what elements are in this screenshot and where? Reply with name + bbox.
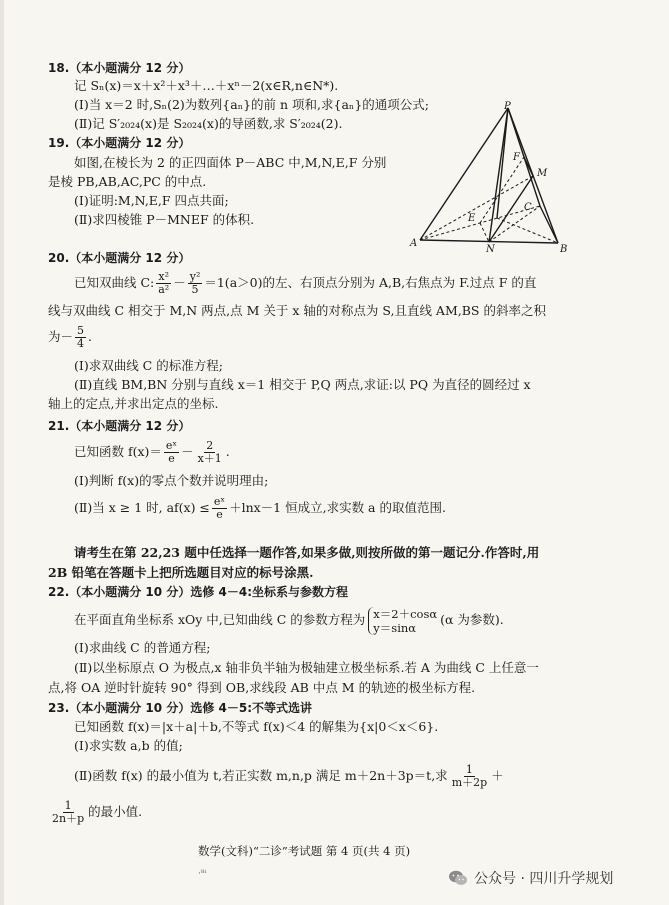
q20-stem-line3 — [48, 322, 92, 352]
q19-stem-line1: 如图,在棱长为 2 的正四面体 P－ABC 中,M,N,E,F 分别 — [74, 155, 387, 170]
q21-text-d: ＋lnx－1 恒成立,求实数 a 的取值范围. — [229, 500, 446, 515]
q20-frac-x2a2 — [156, 271, 171, 296]
q20-frac3-top: 5 — [77, 324, 85, 337]
q21-frac3-top: eˣ — [213, 495, 226, 508]
q23-text-a: (Ⅱ)函数 f(x) 的最小值为 t,若正实数 m,n,p 满足 m＋2n＋3p＝t,求 — [74, 768, 448, 783]
q19-part2: (Ⅱ)求四棱锥 P－MNEF 的体积. — [74, 212, 255, 227]
q21-part1: (Ⅰ)判断 f(x)的零点个数并说明理由; — [74, 473, 269, 488]
q23-part2 — [74, 759, 504, 793]
q19-part1: (Ⅰ)证明:M,N,E,F 四点共面; — [74, 193, 229, 208]
q21-minus: － — [181, 444, 194, 459]
label-M: M — [537, 168, 548, 179]
q21-text-b: . — [225, 444, 230, 459]
q20-heading: 20.（本小题满分 12 分） — [48, 251, 191, 265]
page-footer: 数学(文科)“二诊”考试题 第 4 页(共 4 页) — [198, 844, 411, 858]
q21-frac3-bottom: e — [216, 508, 223, 521]
q23-text-b: 的最小值. — [88, 804, 143, 819]
label-B: B — [560, 244, 568, 255]
q20-stem-line2: 线与双曲线 C 相交于 M,N 两点,点 M 关于 x 轴的对称点为 S,且直线 AM,BS 的斜率之积 — [48, 303, 546, 318]
q21-heading: 21.（本小题满分 12 分） — [48, 419, 191, 433]
q20-part2: (Ⅱ)直线 BM,BN 分别与直线 x＝1 相交于 P,Q 两点,求证:以 PQ 为直径的圆经过 x — [74, 377, 531, 392]
label-C: C — [524, 202, 532, 213]
height-line — [497, 108, 508, 218]
q21-frac-2-x1 — [196, 440, 224, 465]
q20-frac1-top: x² — [158, 270, 170, 283]
q20-text-d: . — [88, 329, 92, 344]
q21-frac-ex-e — [164, 440, 179, 465]
q22-param-x: x＝2＋cosα — [373, 606, 438, 621]
q23-frac1-top: 1 — [465, 763, 473, 776]
q20-frac-5-4 — [75, 325, 86, 350]
q22-stem — [74, 603, 504, 637]
watermark — [448, 868, 613, 888]
q20-frac-y2-5 — [188, 271, 203, 296]
q18-part1: (Ⅰ)当 x＝2 时,Sₙ(2)为数列{aₙ}的前 n 项和,求{aₙ}的通项公式; — [74, 97, 430, 112]
q20-text-a: 已知双曲线 C: — [74, 275, 155, 290]
scan-edge — [0, 0, 4, 905]
q20-part2-cont: 轴上的定点,并求出定点的坐标. — [48, 396, 219, 411]
q22-heading: 22.（本小题满分 10 分）选修 4－4:坐标系与参数方程 — [48, 585, 348, 599]
q23-part1: (Ⅰ)求实数 a,b 的值; — [74, 738, 183, 753]
q21-frac1-top: eˣ — [165, 439, 178, 452]
edge-CB — [540, 206, 558, 243]
q20-text-c: 为－ — [48, 329, 74, 344]
q20-part1: (Ⅰ)求双曲线 C 的标准方程; — [74, 358, 223, 373]
segment-FM — [524, 157, 533, 176]
q22-part2: (Ⅱ)以坐标原点 O 为极点,x 轴非负半轴为极轴建立极坐标系.若 A 为曲线 C 上任意一 — [74, 660, 539, 675]
q21-frac-ex-e-2 — [212, 496, 227, 521]
q21-frac1-bottom: e — [168, 452, 175, 465]
q22-part2-cont: 点,将 OA 逆时针旋转 90° 得到 OB,求线段 AB 中点 M 的轨迹的极坐标方程. — [48, 680, 476, 695]
q23-stem: 已知函数 f(x)＝|x＋a|＋b,不等式 f(x)＜4 的解集为{x|0＜x＜6}. — [74, 719, 439, 734]
q23-frac2-bottom: 2n＋p — [52, 812, 85, 825]
q23-frac2-top: 1 — [64, 799, 72, 812]
label-E: E — [468, 213, 476, 224]
segment-EN — [480, 223, 489, 242]
q18-heading: 18.（本小题满分 12 分） — [48, 61, 191, 75]
segment-NC — [489, 206, 540, 242]
q23-frac2 — [50, 800, 86, 825]
q20-frac2-top: y² — [189, 270, 201, 283]
segment-AM — [420, 176, 533, 240]
q22-text-b: (α 为参数). — [440, 612, 504, 627]
q23-heading: 23.（本小题满分 10 分）选修 4－5:不等式选讲 — [48, 701, 312, 715]
q21-part2 — [74, 493, 446, 523]
q22-part1: (Ⅰ)求曲线 C 的普通方程; — [74, 640, 211, 655]
q19-stem-line2: 是棱 PB,AB,AC,PC 的中点. — [48, 174, 207, 189]
q19-heading: 19.（本小题满分 12 分） — [48, 136, 191, 150]
q18-part2: (Ⅱ)记 S′₂₀₂₄(x)是 S₂₀₂₄(x)的导函数,求 S′₂₀₂₄(2). — [74, 116, 343, 131]
elective-notice-line2: 2B 铅笔在答题卡上把所选题目对应的标号涂黑. — [48, 565, 314, 580]
q21-text-a: 已知函数 f(x)＝ — [74, 444, 162, 459]
q23-part2-cont — [48, 795, 142, 829]
q21-stem — [74, 437, 230, 467]
watermark-text: 公众号 · 四川升学规划 — [474, 871, 614, 887]
q20-frac2-bottom: 5 — [191, 283, 199, 296]
q20-stem-line1 — [74, 268, 536, 298]
q21-text-c: (Ⅱ)当 x ≥ 1 时, af(x) ≤ — [74, 500, 210, 515]
segment-OB — [497, 218, 558, 243]
wechat-icon — [448, 869, 468, 887]
q21-frac2-bottom: x＋1 — [197, 452, 222, 465]
edge-PA — [420, 108, 508, 240]
q23-frac1-bottom: m＋2p — [451, 776, 488, 789]
q23-plus: ＋ — [491, 768, 504, 783]
q21-frac2-top: 2 — [206, 439, 214, 452]
q23-frac1 — [450, 764, 489, 789]
label-F: F — [513, 152, 520, 163]
q20-text-b: ＝1(a＞0)的左、右顶点分别为 A,B,右焦点为 F.过点 F 的直 — [204, 275, 537, 290]
elective-notice-line1: 请考生在第 22,23 题中任选择一题作答,如果多做,则按所做的第一题记分.作答时,用 — [74, 545, 540, 560]
label-P: P — [504, 101, 511, 112]
label-N: N — [486, 244, 495, 255]
q22-param-system — [368, 607, 437, 635]
label-A: A — [410, 238, 418, 249]
stray-mark: ·⁸ⁱ — [198, 869, 207, 879]
q22-text-a: 在平面直角坐标系 xOy 中,已知曲线 C 的参数方程为 — [74, 612, 366, 627]
q20-frac1-bottom: a² — [158, 283, 170, 296]
q22-param-y: y＝sinα — [373, 620, 417, 635]
q20-minus: － — [173, 275, 186, 290]
segment-PN — [489, 108, 508, 242]
q18-definition: 记 Sₙ(x)＝x＋x²＋x³＋…＋xⁿ－2(x∈R,n∈N*). — [74, 78, 339, 93]
tetrahedron-figure — [400, 100, 580, 255]
q20-frac3-bottom: 4 — [77, 337, 85, 350]
